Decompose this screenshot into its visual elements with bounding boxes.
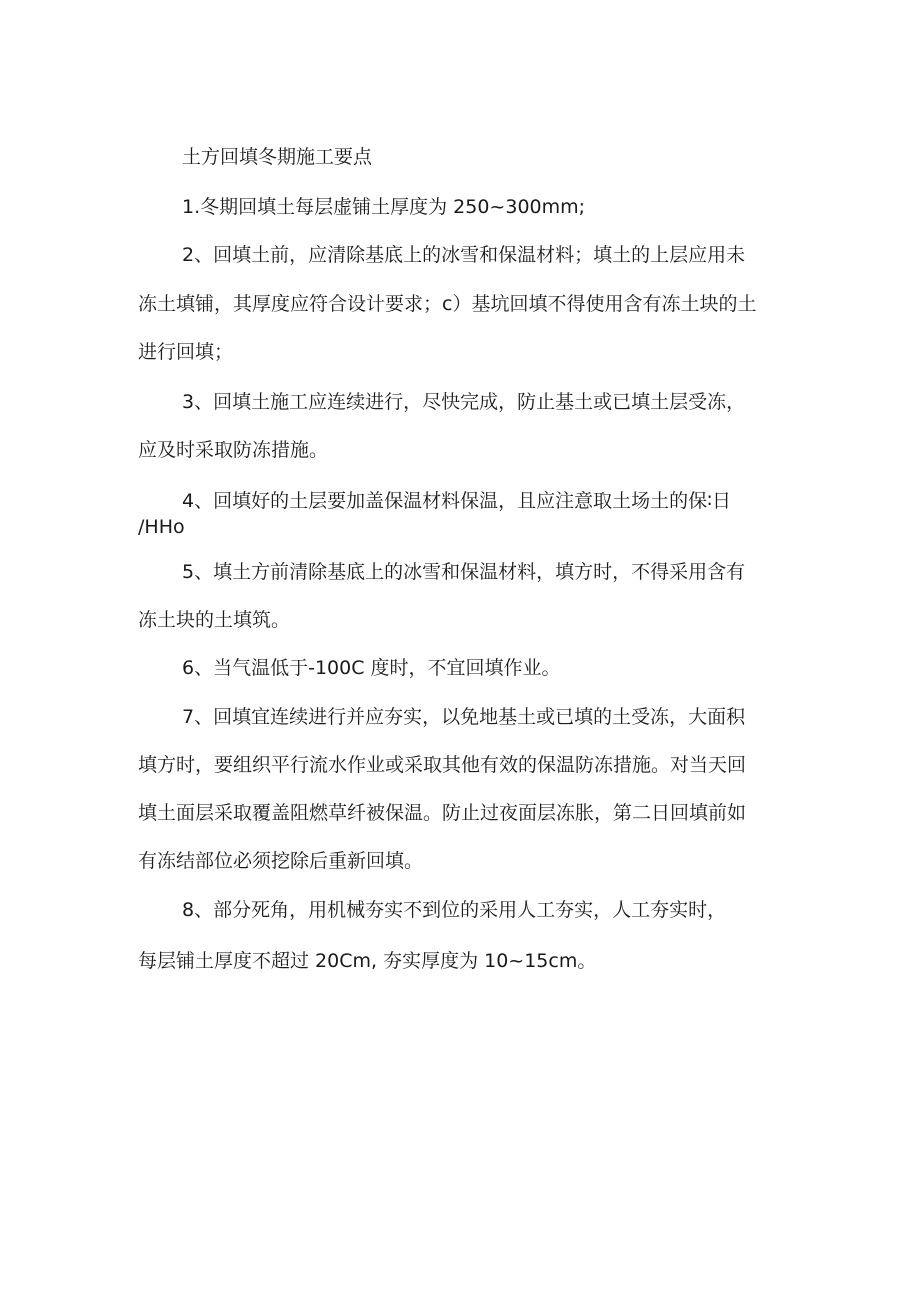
text-line: 7、回填宜连续进行并应夯实，以免地基土或已填的土受冻，大面积 bbox=[182, 706, 746, 728]
text-line: 填方时，要组织平行流水作业或采取其他有效的保温防冻措施。对当天回 bbox=[138, 754, 747, 776]
text-line: 冻土填铺，其厚度应符合设计要求；c）基坑回填不得使用含有冻土块的土 bbox=[138, 293, 757, 315]
text-line: 填土面层采取覆盖阻燃草纤被保温。防止过夜面层冻胀，第二日回填前如 bbox=[138, 802, 747, 824]
text-line: 4、回填好的土层要加盖保温材料保温，且应注意取土场土的保∶日 bbox=[182, 490, 732, 512]
text-line: 冻土块的土填筑。 bbox=[138, 609, 291, 631]
text-line: 3、回填土施工应连续进行，尽快完成，防止基土或已填土层受冻， bbox=[182, 391, 746, 413]
text-line: 2、回填土前，应清除基底上的冰雪和保温材料；填土的上层应用未 bbox=[182, 244, 746, 266]
text-line: 每层铺土厚度不超过 20Cm, 夯实厚度为 10~15cm。 bbox=[138, 950, 597, 972]
document-title: 土方回填冬期施工要点 bbox=[182, 146, 373, 168]
text-line: 应及时采取防冻措施。 bbox=[138, 439, 329, 461]
text-line: 1.冬期回填土每层虚铺土厚度为 250~300mm; bbox=[182, 196, 586, 218]
text-line: 有冻结部位必须挖除后重新回填。 bbox=[138, 850, 424, 872]
text-line: 8、部分死角，用机械夯实不到位的采用人工夯实，人工夯实时， bbox=[182, 899, 727, 921]
text-line: 6、当气温低于-100C 度时，不宜回填作业。 bbox=[182, 657, 561, 679]
text-line: /HHo bbox=[138, 516, 185, 538]
text-line: 进行回填； bbox=[138, 341, 234, 363]
text-line: 5、填土方前清除基底上的冰雪和保温材料，填方时，不得采用含有 bbox=[182, 561, 746, 583]
